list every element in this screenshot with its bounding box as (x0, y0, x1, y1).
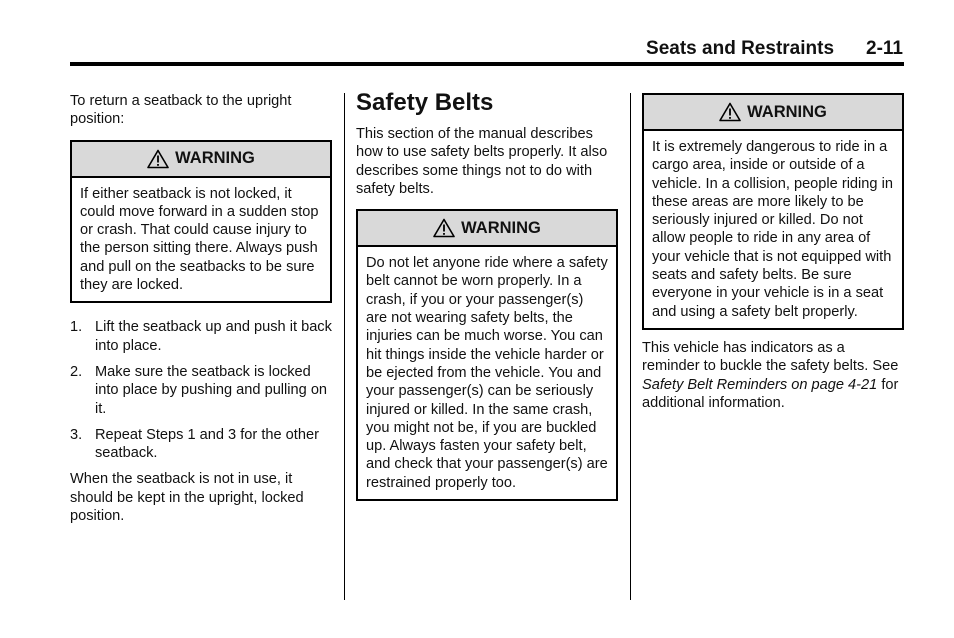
list-item (70, 363, 332, 418)
warning-triangle-icon (719, 102, 741, 122)
step-text: Repeat Steps 1 and 3 for the other seatback. (95, 426, 319, 462)
step-text: Make sure the seatback is locked into place by pushing and pulling on it. (95, 363, 328, 417)
step-number: 3. (70, 426, 83, 443)
list-item (70, 318, 332, 355)
warning-text: If either seatback is not locked, it could move forward in a sudden stop or crash. That could cause injury to the person sitting there. Always push and pull on the seatbacks to be sure they are locked. (80, 185, 319, 294)
cross-reference-link[interactable]: Safety Belt Reminders on page 4-21 (642, 376, 878, 393)
warning-header (644, 95, 902, 131)
reminder-text-end: for additional information. (642, 376, 899, 411)
column-divider-2 (630, 93, 631, 600)
step-number: 2. (70, 363, 83, 380)
warning-label: WARNING (747, 102, 827, 121)
list-item (70, 426, 332, 463)
reminder-text: This vehicle has indicators as a reminder to buckle the safety belts. See (642, 339, 899, 375)
warning-box-cargo (642, 93, 904, 330)
warning-text: Do not let anyone ride where a safety belt cannot be worn properly. In a crash, if you or your passenger(s) are not wearing safety belts, the injuries can be much worse. You can hit things inside the vehicle harder or be ejected from the vehicle. You and your passenger(s) can be seriously injured or killed. In the same crash, you might not be, if you are buckled up. Always fasten your safety belt, and check that your passenger(s) are restrained properly too. (366, 255, 608, 491)
step-text: Lift the seatback up and push it back into place. (95, 319, 332, 354)
warning-label: WARNING (175, 149, 255, 168)
column-3 (642, 93, 904, 412)
seatback-intro: To return a seatback to the upright position: (70, 93, 292, 128)
step-list (70, 318, 332, 462)
warning-triangle-icon (147, 149, 169, 169)
warning-text: It is extremely dangerous to ride in a cargo area, inside or outside of a vehicle. In a collision, people riding in these areas are more likely to be seriously injured or killed. Do not allow people to ride in any area of your vehicle that is not equipped with seats and safety belts. Be sure everyone in your vehicle is in a seat and using a safety belt properly. (652, 139, 893, 320)
header-section: Seats and Restraints (646, 38, 835, 59)
header-title (560, 38, 903, 60)
section-title: Safety Belts (356, 89, 494, 116)
step-number: 1. (70, 319, 83, 336)
warning-header (72, 142, 330, 178)
column-divider-1 (344, 93, 345, 600)
warning-box-seating (356, 209, 618, 501)
warning-label: WARNING (461, 219, 541, 238)
seatback-outro: When the seatback is not in use, it should be kept in the upright, locked position. (70, 471, 304, 525)
safety-belts-intro: This section of the manual describes how to use safety belts properly. It also describes some things not to do with safety belts. (356, 126, 608, 197)
warning-triangle-icon (433, 218, 455, 238)
header-rule (70, 62, 904, 66)
column-2 (356, 89, 618, 501)
warning-header (358, 211, 616, 247)
column-1 (70, 92, 332, 525)
reminder-paragraph (642, 339, 904, 412)
warning-box-seatback (70, 140, 332, 304)
header-page-number: 2-11 (866, 38, 903, 59)
